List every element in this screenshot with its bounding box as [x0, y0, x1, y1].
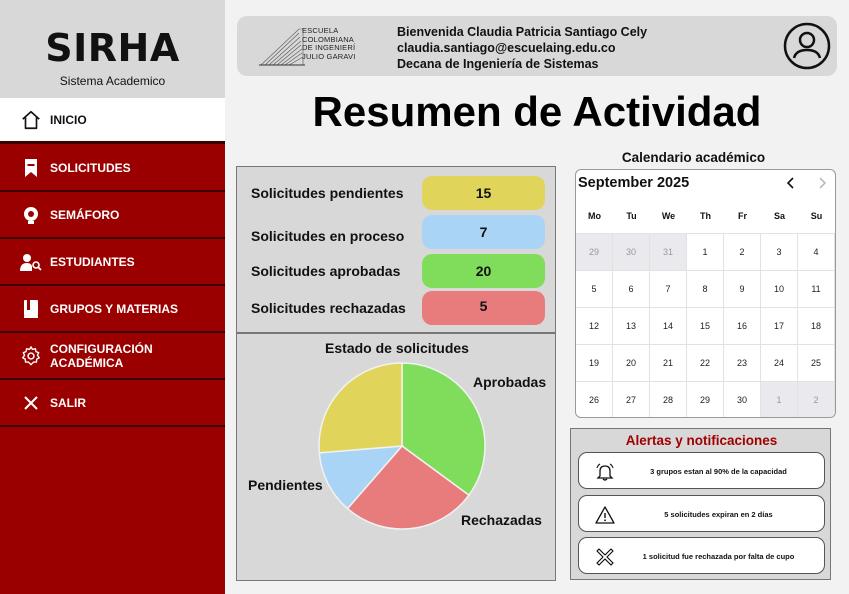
calendar-day[interactable]: 30 — [613, 234, 650, 271]
sidebar-item-configuracion[interactable] — [0, 334, 225, 380]
home-icon — [20, 109, 42, 131]
calendar-day[interactable]: 8 — [687, 271, 724, 308]
sidebar-item-label: SALIR — [50, 396, 86, 410]
traffic-light-icon — [20, 204, 42, 226]
user-search-icon — [20, 251, 42, 273]
stat-label: Solicitudes pendientes — [251, 185, 404, 201]
stat-row-pendientes — [237, 176, 557, 210]
x-square-icon — [595, 547, 615, 567]
chart-title: Estado de solicitudes — [325, 340, 469, 356]
logo-text: ESCUELA COLOMBIANA DE INGENIERÍ JULIO GARAVI — [302, 26, 356, 61]
sidebar-item-label: ESTUDIANTES — [50, 255, 135, 269]
calendar-day[interactable]: 22 — [687, 345, 724, 382]
welcome-text: Bienvenida Claudia Patricia Santiago Cely — [397, 25, 648, 39]
calendar-day[interactable]: 7 — [650, 271, 687, 308]
stat-value[interactable]: 5 — [422, 291, 545, 325]
stat-row-aprobadas — [237, 254, 557, 288]
alert-item[interactable] — [578, 495, 825, 532]
stat-row-rechazadas — [237, 291, 557, 325]
calendar-header — [576, 170, 836, 198]
calendar-day[interactable]: 18 — [798, 308, 835, 345]
sidebar-item-solicitudes[interactable] — [0, 146, 225, 192]
pie-chart — [237, 334, 557, 582]
stats-panel — [236, 166, 556, 333]
calendar-day[interactable]: 16 — [724, 308, 761, 345]
stat-value[interactable]: 7 — [422, 215, 545, 249]
calendar-day[interactable]: 3 — [761, 234, 798, 271]
sidebar — [0, 0, 225, 594]
calendar-day[interactable]: 2 — [724, 234, 761, 271]
calendar-day[interactable]: 1 — [761, 382, 798, 418]
sidebar-item-salir[interactable] — [0, 381, 225, 427]
calendar-day[interactable]: 27 — [613, 382, 650, 418]
calendar-day[interactable]: 25 — [798, 345, 835, 382]
calendar-weekday: Th — [700, 211, 711, 221]
calendar-weekday: Sa — [773, 211, 785, 221]
gear-icon — [20, 345, 42, 367]
institution-logo — [259, 25, 359, 67]
calendar-day[interactable]: 26 — [576, 382, 613, 418]
alerts-panel — [570, 428, 831, 580]
calendar-day[interactable]: 10 — [761, 271, 798, 308]
calendar-day[interactable]: 11 — [798, 271, 835, 308]
pie-chart-panel — [236, 333, 556, 581]
pie-label-rechazadas: Rechazadas — [461, 512, 542, 528]
calendar-day[interactable]: 30 — [724, 382, 761, 418]
sidebar-item-inicio[interactable] — [0, 98, 225, 144]
calendar-day[interactable]: 9 — [724, 271, 761, 308]
user-email: claudia.santiago@escuelaing.edu.co — [397, 41, 616, 55]
brand-title: SIRHA — [45, 26, 180, 70]
stat-label: Solicitudes en proceso — [251, 228, 405, 244]
main-content — [225, 0, 849, 594]
alert-text: 3 grupos estan al 90% de la capacidad — [650, 467, 787, 476]
calendar-weekday: Su — [810, 211, 823, 221]
pie-label-pendientes: Pendientes — [248, 477, 323, 493]
calendar-title: Calendario académico — [621, 150, 766, 165]
calendar-month: September 2025 — [578, 175, 690, 191]
calendar-day[interactable]: 17 — [761, 308, 798, 345]
stat-value[interactable]: 15 — [422, 176, 545, 210]
pie-label-aprobadas: Aprobadas — [473, 374, 547, 390]
sidebar-item-grupos-materias[interactable] — [0, 287, 225, 333]
calendar — [575, 169, 836, 418]
calendar-day[interactable]: 29 — [687, 382, 724, 418]
sidebar-item-semaforo[interactable] — [0, 193, 225, 239]
calendar-weekday: Fr — [738, 211, 747, 221]
stat-label: Solicitudes aprobadas — [251, 263, 401, 279]
calendar-day[interactable]: 2 — [798, 382, 835, 418]
stat-value[interactable]: 20 — [422, 254, 545, 288]
calendar-day[interactable]: 31 — [650, 234, 687, 271]
close-icon — [20, 392, 42, 414]
calendar-day[interactable]: 13 — [613, 308, 650, 345]
sidebar-item-label: INICIO — [50, 112, 87, 127]
sidebar-item-estudiantes[interactable] — [0, 240, 225, 286]
sidebar-item-label: SOLICITUDES — [50, 161, 131, 175]
calendar-day[interactable]: 6 — [613, 271, 650, 308]
calendar-day[interactable]: 5 — [576, 271, 613, 308]
sidebar-item-label: CONFIGURACIÓN ACADÉMICA — [50, 342, 153, 370]
calendar-day[interactable]: 24 — [761, 345, 798, 382]
alerts-title: Alertas y notificaciones — [625, 433, 778, 448]
calendar-weekday: Tu — [626, 211, 637, 221]
calendar-day[interactable]: 19 — [576, 345, 613, 382]
alert-text: 5 solicitudes expiran en 2 días — [664, 510, 773, 519]
sidebar-nav — [0, 98, 225, 594]
sidebar-item-label: SEMÁFORO — [50, 208, 120, 222]
alert-item[interactable] — [578, 537, 825, 574]
calendar-day[interactable]: 1 — [687, 234, 724, 271]
chevron-left-icon[interactable] — [782, 174, 800, 192]
user-circle-icon[interactable] — [783, 22, 831, 70]
calendar-day[interactable]: 28 — [650, 382, 687, 418]
calendar-day[interactable]: 21 — [650, 345, 687, 382]
alert-item[interactable] — [578, 452, 825, 489]
calendar-weekday: We — [661, 211, 676, 221]
user-role: Decana de Ingeniería de Sistemas — [397, 57, 599, 71]
calendar-day[interactable]: 20 — [613, 345, 650, 382]
bookmark-icon — [20, 157, 42, 179]
brand — [0, 0, 225, 98]
bell-icon — [595, 462, 615, 482]
calendar-day[interactable]: 15 — [687, 308, 724, 345]
calendar-day[interactable]: 23 — [724, 345, 761, 382]
calendar-day[interactable]: 12 — [576, 308, 613, 345]
pie-slice — [319, 363, 402, 453]
book-icon — [20, 298, 42, 320]
sidebar-item-label: GRUPOS Y MATERIAS — [50, 302, 179, 316]
warning-icon — [595, 505, 615, 525]
header-bar — [237, 16, 837, 76]
page-title: Resumen de Actividad — [312, 88, 762, 135]
stat-label: Solicitudes rechazadas — [251, 300, 406, 316]
stat-row-en-proceso — [237, 215, 557, 249]
calendar-day[interactable]: 14 — [650, 308, 687, 345]
calendar-day[interactable]: 29 — [576, 234, 613, 271]
calendar-day[interactable]: 4 — [798, 234, 835, 271]
chevron-right-icon[interactable] — [813, 174, 831, 192]
calendar-weekday: Mo — [588, 211, 601, 221]
brand-subtitle: Sistema Academico — [59, 74, 166, 88]
alert-text: 1 solicitud fue rechazada por falta de cupo — [642, 552, 795, 561]
user-info — [397, 24, 647, 72]
